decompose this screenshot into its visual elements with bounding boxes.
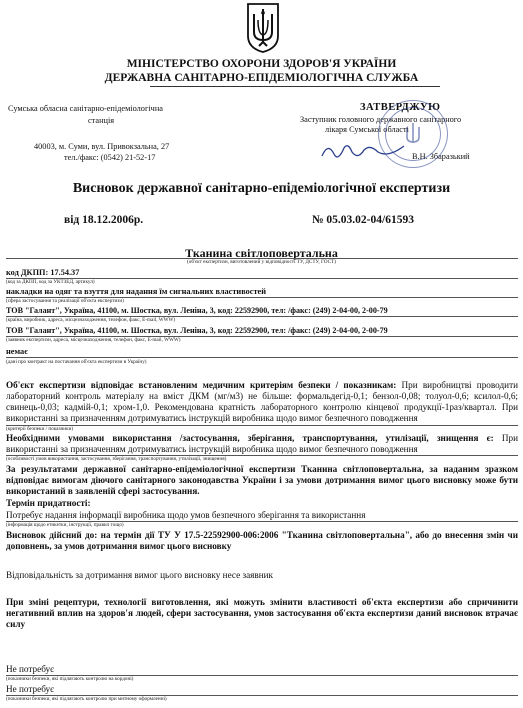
contract-rule — [6, 357, 518, 358]
validity-loss: При зміні рецептури, технології виготовлення, які можуть змінити властивості об'єкта експертизи або спричинити негативний вплив на здоров'я людей, сфери застосування, умов застосування об'єкта експертизи даний висновок втрачає силу — [6, 597, 518, 629]
criteria-rule — [6, 425, 518, 426]
station-name-2: станція — [88, 116, 115, 125]
conditions-caption: (особливості умов використання, застосування, зберігання, транспортування, утилізації, знищення) — [6, 456, 227, 462]
approver-position: Заступник головного державного санітарного — [300, 115, 462, 124]
validity-period: Висновок дійсний до: на термін дії ТУ У 17.5-22592900-006:2006 "Тканина світлоповертальна", або до внесення змін чи доповнень, за умов дотримання вимог цього висновку — [6, 530, 518, 551]
contract: немає — [6, 347, 28, 356]
usage-conditions — [6, 433, 518, 455]
applicant-caption: (заявник експертизи, адреса, місцезнаходження, телефон, факс, E-mail, WWW) — [6, 337, 181, 343]
dkpp-code: код ДКПП: 17.54.37 — [6, 268, 80, 277]
station-address: 40003, м. Суми, вул. Привокзальна, 27 — [34, 142, 170, 151]
contract-caption: (дані про контракт на постачання об'єкта експертизи в Україну) — [6, 359, 147, 365]
header-rule — [150, 86, 440, 87]
conditions-lead: Необхідними умовами використання /застосування, зберігання, транспортування, утилізації, знищення є: — [6, 433, 494, 443]
criteria-caption: (критерії безпеки / показники) — [6, 426, 74, 432]
station-name: Сумська обласна санітарно-епідеміологічна — [8, 104, 163, 113]
coat-of-arms-icon — [246, 2, 280, 54]
border-caption: (показники безпеки, які підлягають контролю на кордоні) — [6, 676, 134, 682]
customs-caption: (показники безпеки, які підлягають контролю при митному оформленні) — [6, 696, 167, 702]
producer: ТОВ "Галант", Україна, 41100, м. Шостка, вул. Леніна, 3, код: 22592900, тел: /факс: (249) 2-04-00, 2-00-79 — [6, 306, 388, 315]
producer-caption: (країна, виробник, адреса, місцезнаходження, телефон, факс, E-mail, WWW) — [6, 317, 176, 323]
signature-icon — [318, 138, 408, 168]
shelf-life-label: Термін придатності: — [6, 498, 91, 508]
issue-date: від 18.12.2006р. — [64, 214, 144, 226]
applicant: ТОВ "Галант", Україна, 41100, м. Шостка, вул. Леніна, 3, код: 22592900, тел: /факс: (249) 2-04-00, 2-00-79 — [6, 326, 388, 335]
document-title: Висновок державної санітарно-епідеміологічної експертизи — [72, 181, 451, 196]
station-phone: тел./факс: (0542) 21-52-17 — [64, 153, 156, 162]
conditions-text: При використанні за призначенням дотримуватись інструкцій виробника щодо вимог безпечного поводження — [6, 433, 518, 454]
expertise-results: За результатами державної санітарно-епідеміологічної експертизи Тканина світлоповертальна, за наданим зразком відповідає вимогам діючого санітарного законодавства України і за умови дотримання вимог цього висновку може бути використаний в заявленій сфері застосування. — [6, 464, 518, 496]
dkpp-caption: (код за ДКПП, код за УКТЗЕД, артикул) — [6, 279, 95, 285]
safety-criteria — [6, 380, 518, 424]
info-caption: (інформація щодо етикетки, інструкції, правил тощо) — [6, 522, 124, 528]
approver-position-2: лікаря Сумської області — [325, 125, 409, 134]
conclusion-number: № 05.03.02-04/61593 — [312, 214, 414, 226]
application-area: накладки на одяг та взуття для надання їм сигнальних властивостей — [6, 287, 266, 296]
criteria-text: При виробництві проводити лабораторний контроль матеріалу на вміст ДКМ (мг/м3) не більше: формальдегід-0,1; бензол-0,08; толуол-0,6; ксилол-0,6; свинець-0,03; кадмій-0,1; хром-1,0. Рекомендована кратність лабораторного контролю кінцевої продукції-1раз/квартал. При використанні за призначенням дотримуватись інструкцій виробника щодо вимог безпечного поводження — [6, 380, 519, 423]
object-name: Тканина світлоповертальна — [185, 246, 338, 260]
service-title: ДЕРЖАВНА САНІТАРНО-ЕПІДЕМІОЛОГІЧНА СЛУЖБА — [104, 72, 419, 84]
application-caption: (сфера застосування та реалізації об'єкта експертизи) — [6, 298, 124, 304]
customs-control-value: Не потребує — [6, 684, 55, 694]
object-caption: (об'єкт експертизи, виготовлений у відповідності ТУ, ДСТУ, ГОСТ) — [187, 259, 336, 265]
border-control-value: Не потребує — [6, 664, 55, 674]
info-requirement: Потребує надання інформації виробника щодо умов безпечного зберігання та використання — [6, 510, 366, 520]
ministry-title: МІНІСТЕРСТВО ОХОРОНИ ЗДОРОВ'Я УКРАЇНИ — [126, 58, 397, 70]
approver-name: В.Н. Збаразький — [412, 152, 470, 161]
criteria-lead: Об'єкт експертизи відповідає встановленим медичним критеріям безпеки / показникам: — [6, 380, 397, 390]
responsibility: Відповідальність за дотримання вимог цього висновку несе заявник — [6, 570, 274, 580]
approve-label: ЗАТВЕРДЖУЮ — [360, 102, 441, 113]
